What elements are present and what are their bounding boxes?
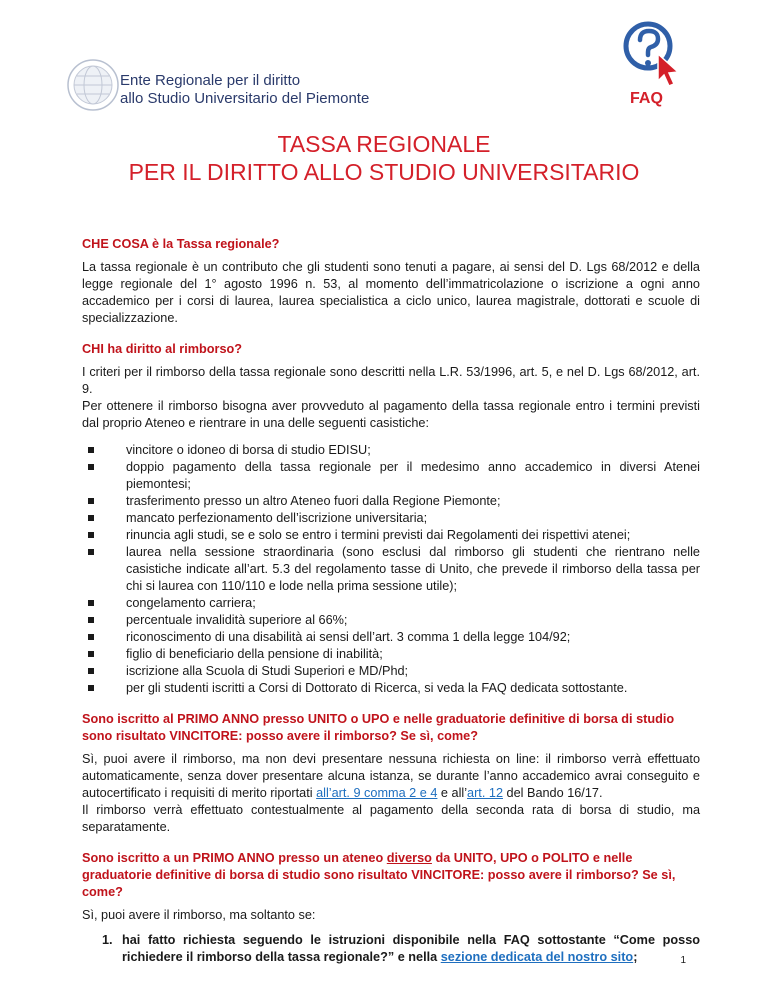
org-line-1: Ente Regionale per il diritto [120,72,301,89]
link-site-section[interactable]: sezione dedicata del nostro sito [440,950,634,964]
list-item: iscrizione alla Scuola di Studi Superiori e MD/Phd; [82,663,700,680]
answer-text: Sì, puoi avere il rimborso, ma non devi presentare nessuna richiesta on line: il rimborso verrà effettuato automaticamente, senza dover presentare alcuna istanza, se durante l’anno accademico avrai conseguito e autocertificato i requisiti di merito riportati [82,752,700,800]
link-art-12[interactable]: art. 12 [467,786,503,800]
question-who-entitled: CHI ha diritto al rimborso? [82,342,243,356]
list-item: rinuncia agli studi, se e solo se entro i termini previsti dai Regolamenti dei rispettivi atenei; [82,527,700,544]
question-cursor-icon [618,14,682,92]
list-item: laurea nella sessione straordinaria (sono esclusi dal rimborso gli studenti che rientrano nelle casistiche indicate all’art. 5.3 del regolamento tasse di Unito, che prevede il rimborso della tassa per chi si laurea con 110/110 e lode nella prima sessione utile); [82,544,700,595]
question-text-underlined: diverso [386,851,432,865]
list-item: congelamento carriera; [82,595,700,612]
page-title [0,130,768,186]
question-first-year-unito-upo: Sono iscritto al PRIMO ANNO presso UNITO o UPO e nelle graduatorie definitive di borsa di studio sono risultato VINCITORE: posso avere il rimborso? Se sì, come? [82,712,675,743]
document-body [82,236,700,966]
title-line-2: PER IL DIRITTO ALLO STUDIO UNIVERSITARIO [128,159,640,185]
question-what-is: CHE COSA è la Tassa regionale? [82,237,280,251]
eligibility-list [82,442,700,697]
list-item: riconoscimento di una disabilità ai sensi dell’art. 3 comma 1 della legge 104/92; [82,629,700,646]
answer-who-entitled-criteria: I criteri per il rimborso della tassa regionale sono descritti nella L.R. 53/1996, art. 5, e nel D. Lgs 68/2012, art. 9. [82,365,700,396]
conditions-list [82,932,700,966]
question-text: da UNITO, UPO o POLITO e nelle graduatorie definitive di borsa di studio sono risultato VINCITORE: posso avere il rimborso? Se sì, come? [82,851,676,899]
globe-seal-icon [66,58,120,112]
list-item: trasferimento presso un altro Ateneo fuori dalla Regione Piemonte; [82,493,700,510]
answer-text: e all’ [437,786,468,800]
org-line-2: allo Studio Universitario del Piemonte [120,90,370,107]
list-item: per gli studenti iscritti a Corsi di Dottorato di Ricerca, si veda la FAQ dedicata sottostante. [82,680,700,697]
faq-label: FAQ [630,90,663,107]
list-item-number: 1. [102,933,113,947]
list-item: percentuale invalidità superiore al 66%; [82,612,700,629]
list-item-text: ; [633,950,638,964]
organization-name [120,72,369,108]
answer-text: del Bando 16/17. [503,786,603,800]
list-item: doppio pagamento della tassa regionale per il medesimo anno accademico in diversi Atenei piemontesi; [82,459,700,493]
answer-first-year-other-ateneo: Sì, puoi avere il rimborso, ma soltanto se: [82,908,316,922]
question-first-year-other-ateneo [82,850,700,901]
link-art-9[interactable]: all’art. 9 comma 2 e 4 [316,786,438,800]
answer-first-year-unito-upo [82,751,700,802]
answer-what-is: La tassa regionale è un contributo che gli studenti sono tenuti a pagare, ai sensi del D. Lgs 68/2012 e della legge regionale del 1° agosto 1996 n. 53, al momento dell’immatricolazione o iscrizione a ogni anno accademico per i corsi di laurea, laurea specialistica a ciclo unico, laurea magistrale, dottorati e scuole di specializzazione. [82,260,700,325]
list-item [82,932,700,966]
list-item: mancato perfezionamento dell’iscrizione universitaria; [82,510,700,527]
answer-who-entitled-conditions: Per ottenere il rimborso bisogna aver provveduto al pagamento della tassa regionale entro i termini previsti dal proprio Ateneo e rientrare in una delle seguenti casistiche: [82,399,700,430]
question-text: Sono iscritto a un PRIMO ANNO presso un ateneo [82,851,387,865]
answer-refund-timing: Il rimborso verrà effettuato contestualmente al pagamento della seconda rata di borsa di studio, ma separatamente. [82,803,700,834]
list-item-text: hai fatto richiesta seguendo le istruzioni disponibile nella FAQ sottostante “Come posso richiedere il rimborso della tassa regionale?” e nella [122,933,700,964]
title-line-1: TASSA REGIONALE [277,131,491,157]
page-number: 1 [680,955,686,966]
list-item: figlio di beneficiario della pensione di inabilità; [82,646,700,663]
list-item: vincitore o idoneo di borsa di studio EDISU; [82,442,700,459]
